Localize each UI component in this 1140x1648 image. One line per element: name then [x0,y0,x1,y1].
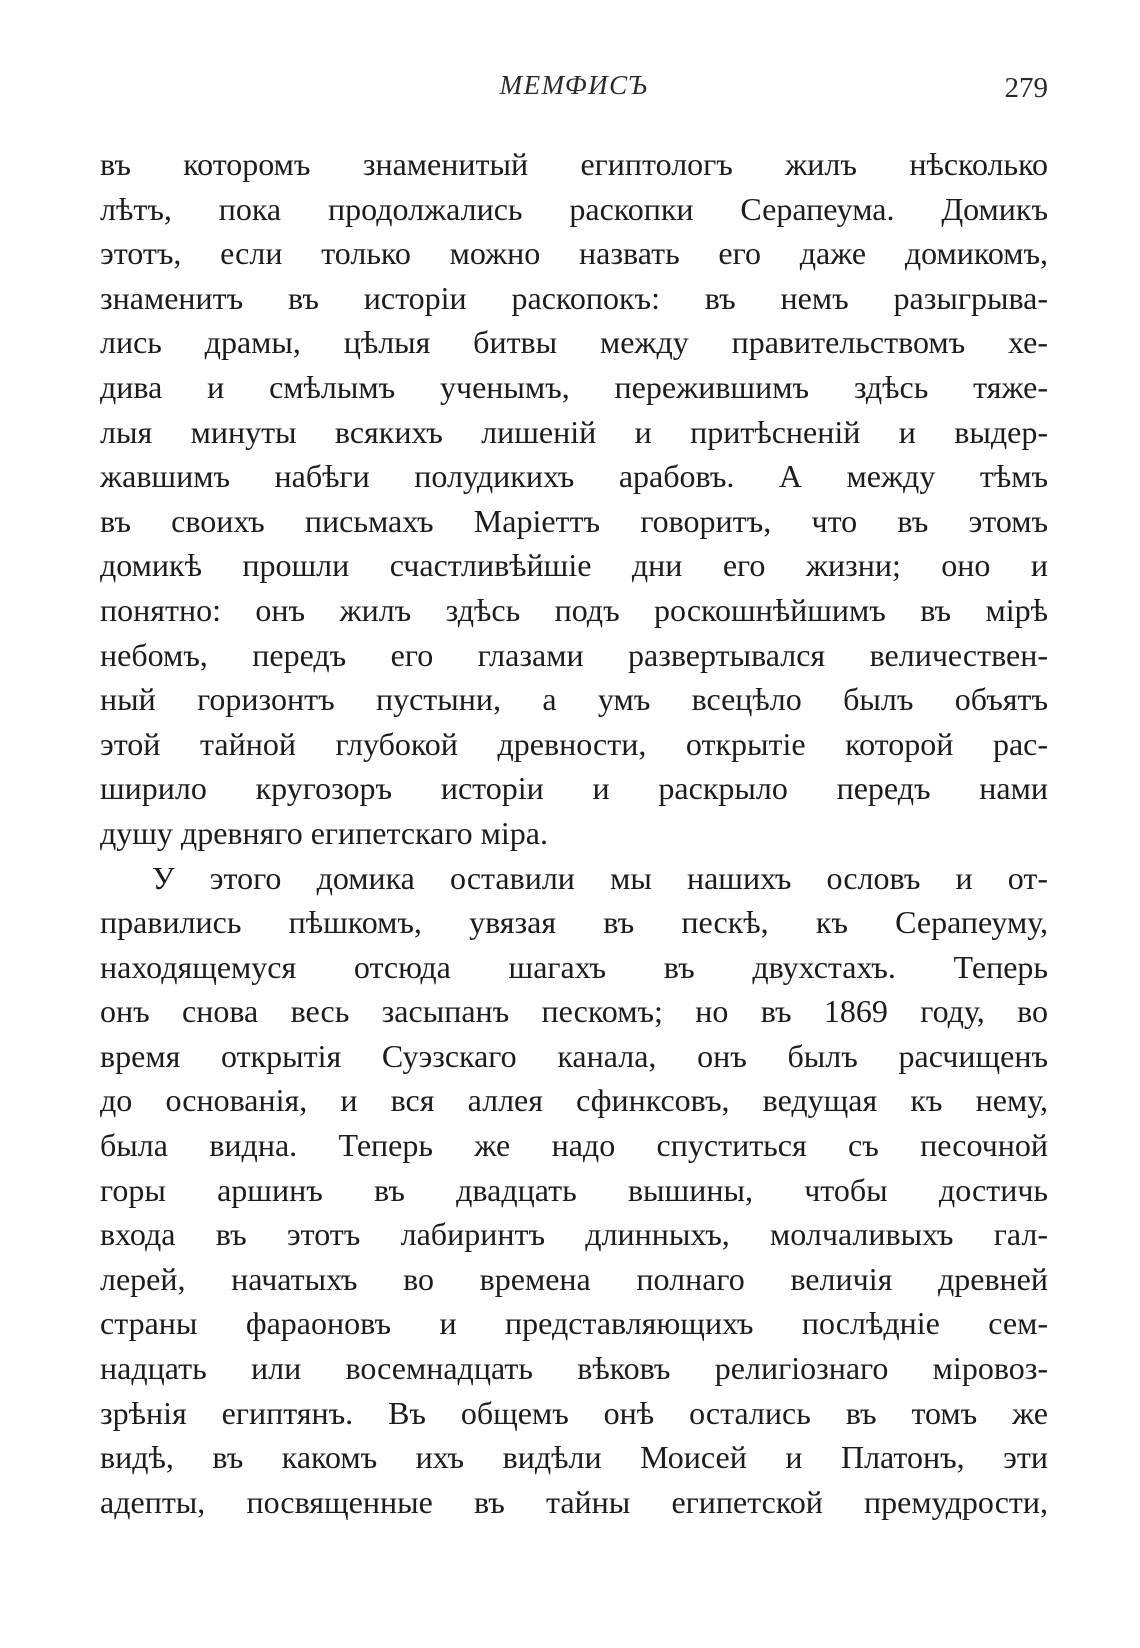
text-line: дива и смѣлымъ ученымъ, пережившимъ здѣсь тяже- [100,368,1048,405]
text-line: видѣ, въ какомъ ихъ видѣли Моисей и Платонъ, эти [100,1439,1048,1476]
paragraph-end-line: душу древняго египетскаго міра. [100,814,548,851]
text-line: онъ снова весь засыпанъ пескомъ; но въ 1869 году, во [100,993,1048,1030]
text-line: ный горизонтъ пустыни, а умъ всецѣло былъ объятъ [100,681,1048,718]
body-text [100,142,1048,1524]
text-line: правились пѣшкомъ, увязая въ пескѣ, къ Серапеуму, [100,904,1048,941]
text-line: въ которомъ знаменитый египтологъ жилъ нѣсколько [100,146,1048,182]
text-line: ширило кругозоръ исторіи и раскрыло передъ нами [100,770,1048,807]
text-line: этой тайной глубокой древности, открытіе которой рас- [100,725,1048,762]
text-line: лись драмы, цѣлыя битвы между правительствомъ хе- [100,324,1048,361]
running-title: МЕМФИСЪ [499,70,649,100]
text-line: находящемуся отсюда шагахъ въ двухстахъ. Теперь [100,948,1048,985]
text-line: зрѣнія египтянъ. Въ общемъ онѣ остались въ томъ же [100,1394,1048,1431]
text-line: лерей, начатыхъ во времена полнаго величія древней [100,1260,1048,1297]
text-line: надцать или восемнадцать вѣковъ религіознаго міровоз- [100,1350,1048,1387]
text-line: домикѣ прошли счастливѣйшіе дни его жизни; оно и [100,547,1048,584]
text-line: адепты, посвященные въ тайны египетской премудрости, [100,1483,1048,1520]
text-line: входа въ этотъ лабиринтъ длинныхъ, молчаливыхъ гал- [100,1216,1048,1253]
running-head [100,70,1048,110]
text-line: до основанія, и вся аллея сфинксовъ, ведущая къ нему, [100,1082,1048,1119]
text-line: страны фараоновъ и представляющихъ послѣдніе сем- [100,1305,1048,1342]
page-number: 279 [1004,72,1048,104]
text-line: время открытія Суэзскаго канала, онъ былъ расчищенъ [100,1037,1048,1074]
text-line: была видна. Теперь же надо спуститься съ песочной [100,1127,1048,1164]
text-line: лѣтъ, пока продолжались раскопки Серапеума. Домикъ [100,190,1048,227]
text-line: горы аршинъ въ двадцать вышины, чтобы достичь [100,1171,1048,1208]
paragraph-first-line: У этого домика оставили мы нашихъ ословъ и от- [152,859,1048,896]
text-line: этотъ, если только можно назвать его даже домикомъ, [100,235,1048,272]
text-line: жавшимъ набѣги полудикихъ арабовъ. А между тѣмъ [100,458,1048,495]
text-line: лыя минуты всякихъ лишеній и притѣсненій и выдер- [100,413,1048,450]
text-line: понятно: онъ жилъ здѣсь подъ роскошнѣйшимъ въ мірѣ [100,591,1048,628]
text-line: въ своихъ письмахъ Маріеттъ говоритъ, что въ этомъ [100,502,1048,539]
text-line: небомъ, передъ его глазами развертывался величествен- [100,636,1048,673]
text-line: знаменитъ въ исторіи раскопокъ: въ немъ разыгрыва- [100,279,1048,316]
